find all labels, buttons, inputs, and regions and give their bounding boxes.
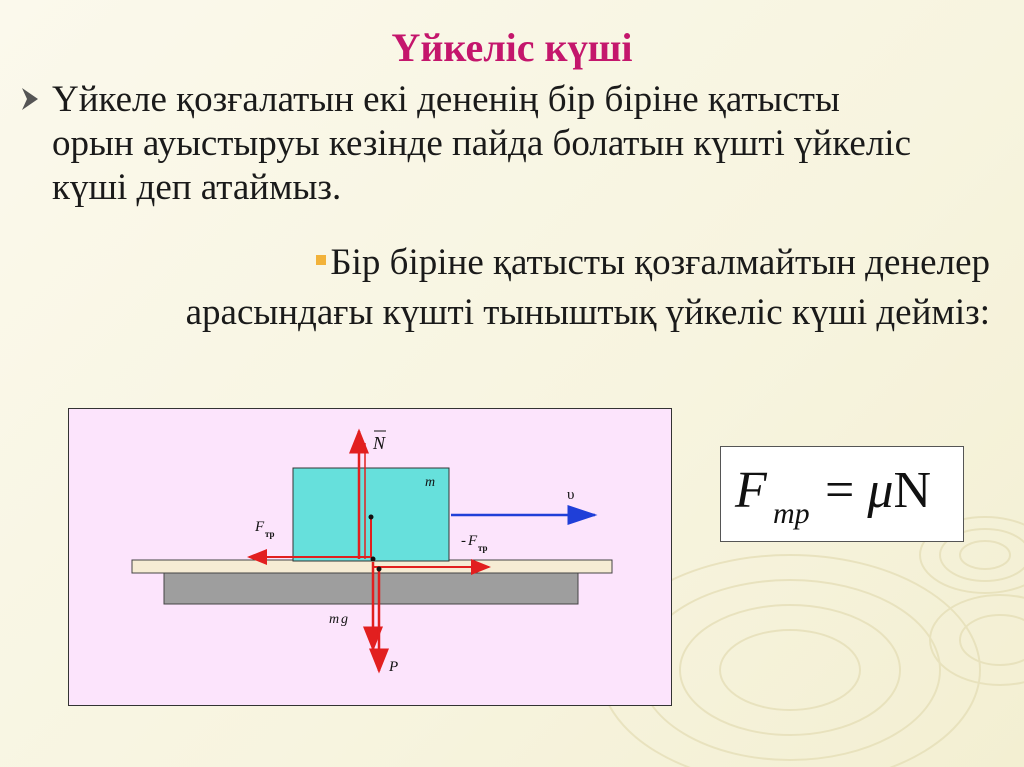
formula-mu: μ bbox=[867, 462, 894, 519]
label-neg-friction: F bbox=[468, 533, 478, 549]
label-P: P bbox=[389, 659, 399, 675]
label-friction: F bbox=[255, 519, 265, 535]
friction-diagram-svg bbox=[69, 409, 673, 707]
formula-N: N bbox=[893, 462, 931, 519]
bullet-friction-text: Үйкеле қозғалатын екі дененің бір біріне қатысты орын ауыстыруы кезінде пайда болатын күшті үйкеліс күші деп атаймыз. bbox=[52, 79, 911, 208]
friction-diagram bbox=[68, 408, 672, 706]
friction-formula-box bbox=[720, 446, 964, 542]
svg-text:тр: тр bbox=[265, 529, 275, 539]
label-v: υ bbox=[567, 487, 575, 503]
formula-subscript: тр bbox=[773, 497, 810, 530]
bullet-friction-definition bbox=[20, 78, 920, 210]
label-mg-g: g bbox=[341, 612, 348, 627]
svg-text:тр: тр bbox=[478, 543, 488, 553]
label-m: m bbox=[425, 475, 436, 490]
label-N: N bbox=[373, 433, 386, 453]
formula-F: F bbox=[735, 462, 767, 519]
bullet-static-friction bbox=[140, 238, 990, 338]
square-bullet-icon bbox=[316, 255, 326, 265]
formula-rhs: = μN bbox=[825, 462, 931, 519]
arrow-bullet-icon bbox=[18, 84, 42, 114]
label-neg-sign: - bbox=[461, 533, 466, 549]
base-slab bbox=[164, 572, 578, 604]
slide-title: Үйкеліс күші bbox=[391, 25, 633, 70]
label-mg-m: m bbox=[329, 612, 340, 627]
bullet-static-friction-text: Бір біріне қатысты қозғалмайтын денелер арасындағы күшті тыныштық үйкеліс күші дейміз: bbox=[185, 242, 990, 333]
